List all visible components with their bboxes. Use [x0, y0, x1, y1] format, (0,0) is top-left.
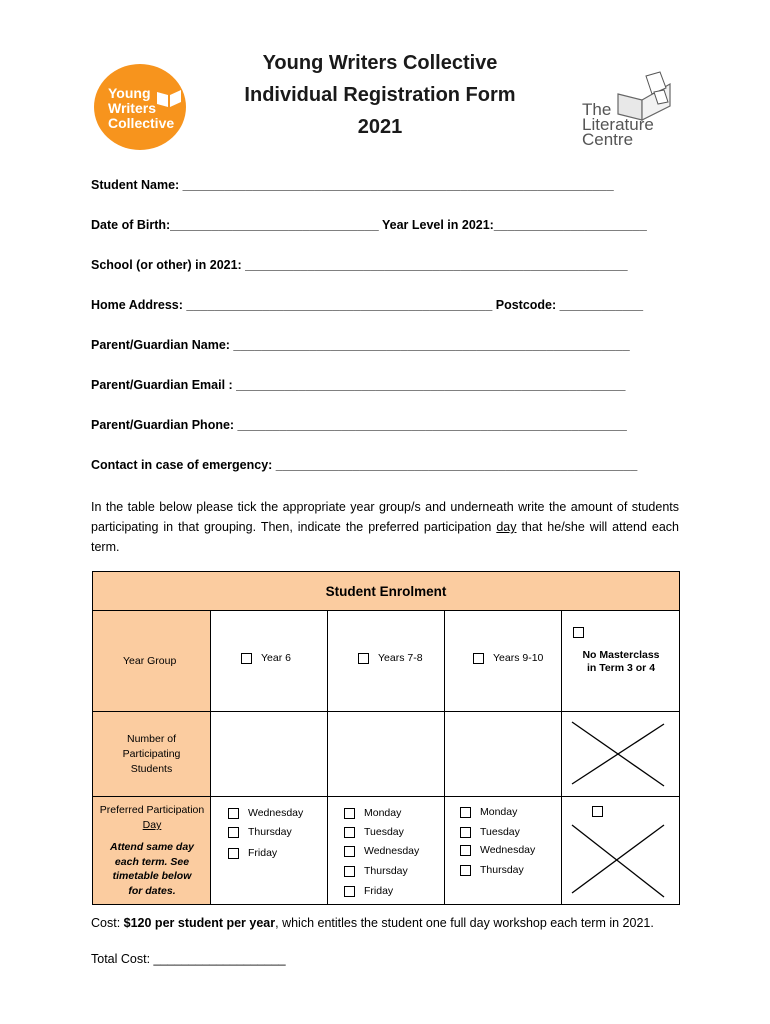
cross-mark	[568, 821, 668, 901]
day-label: Thursday	[364, 865, 408, 877]
year-group-label: Year Group	[93, 611, 211, 712]
preferred-label-text: Preferred Participation	[99, 804, 205, 816]
cost-prefix: Cost:	[91, 916, 124, 930]
form-title-line2: Individual Registration Form	[244, 84, 516, 106]
checkbox[interactable]	[228, 848, 239, 859]
logo-line: Writers	[108, 100, 156, 116]
years-7-8-cell	[328, 611, 445, 712]
years-7-8-label: Years 7-8	[378, 652, 423, 664]
day-label: Thursday	[480, 864, 524, 876]
year-6-label: Year 6	[261, 652, 291, 664]
year-6-days-cell	[211, 797, 328, 904]
no-masterclass-checkbox[interactable]	[573, 627, 584, 638]
day-option[interactable]	[344, 845, 419, 857]
checkbox[interactable]	[228, 827, 239, 838]
young-writers-logo	[94, 64, 186, 150]
form-title-year: 2021	[357, 116, 403, 138]
day-label: Wednesday	[480, 844, 536, 856]
day-option[interactable]	[344, 807, 401, 819]
day-label: Tuesday	[364, 826, 404, 838]
guardian-name-field[interactable]: Parent/Guardian Name: _________________________________________________________	[91, 338, 630, 352]
checkbox[interactable]	[344, 808, 355, 819]
day-option[interactable]	[228, 847, 277, 859]
day-label: Monday	[364, 807, 402, 819]
day-label: Wednesday	[248, 807, 304, 819]
day-label: Friday	[248, 847, 278, 859]
checkbox[interactable]	[358, 653, 369, 664]
emergency-contact-field[interactable]: Contact in case of emergency: ____________________________________________________	[91, 458, 638, 472]
years-9-10-option[interactable]	[473, 652, 543, 664]
logo-line: The	[582, 100, 612, 119]
number-students-label: Number of Participating Students	[93, 712, 211, 797]
checkbox[interactable]	[344, 866, 355, 877]
checkbox[interactable]	[460, 865, 471, 876]
cross-mark	[568, 718, 668, 790]
total-cost-field[interactable]: Total Cost: ___________________	[91, 952, 286, 966]
attend-note: Attend same day each term. See timetable below for dates.	[109, 841, 195, 897]
day-label: Wednesday	[364, 845, 420, 857]
logo-line: Centre	[582, 130, 634, 149]
instructions-text: In the table below please tick the appropriate year group/s and underneath write the amount of students participating in that grouping. Then, indicate the preferred participation	[91, 500, 679, 534]
years-7-8-days-cell	[328, 797, 445, 904]
checkbox[interactable]	[344, 886, 355, 897]
day-label: Tuesday	[480, 826, 520, 838]
guardian-email-field[interactable]: Parent/Guardian Email : ________________________________________________________	[91, 378, 626, 392]
logo-line: Collective	[108, 115, 175, 131]
day-label: Monday	[480, 806, 518, 818]
cost-amount: $120 per student per year	[123, 916, 276, 930]
cost-suffix: , which entitles the student one full day workshop each term in 2021.	[275, 916, 654, 930]
form-title-line1: Young Writers Collective	[262, 52, 498, 74]
crossed-out-day-cell	[562, 797, 679, 904]
crossed-out-cell	[562, 712, 679, 797]
checkbox[interactable]	[241, 653, 252, 664]
year-6-option[interactable]	[241, 652, 291, 664]
enrolment-table	[92, 571, 680, 905]
day-option[interactable]	[344, 885, 393, 897]
day-option[interactable]	[460, 864, 524, 876]
years-7-8-option[interactable]	[358, 652, 423, 664]
checkbox[interactable]	[344, 827, 355, 838]
years-7-8-count-input[interactable]	[328, 712, 445, 797]
day-option[interactable]	[228, 826, 292, 838]
guardian-phone-field[interactable]: Parent/Guardian Phone: ________________________________________________________	[91, 418, 627, 432]
logo-line: Literature	[582, 115, 654, 134]
day-option[interactable]	[228, 807, 303, 819]
instructions-day: day	[496, 520, 517, 534]
student-name-field[interactable]: Student Name: ______________________________________________________________	[91, 178, 614, 192]
year-6-cell	[211, 611, 328, 712]
preferred-day-word: Day	[142, 819, 162, 831]
cost-line	[91, 916, 654, 930]
years-9-10-label: Years 9-10	[493, 652, 544, 664]
day-option[interactable]	[344, 826, 404, 838]
instructions-text-end: that he/she will attend each term.	[91, 520, 679, 554]
years-9-10-days-cell	[445, 797, 562, 904]
literature-centre-logo	[582, 70, 682, 150]
no-masterclass-label: No Masterclass in Term 3 or 4	[582, 649, 660, 674]
year-6-count-input[interactable]	[211, 712, 328, 797]
checkbox[interactable]	[344, 846, 355, 857]
day-option[interactable]	[460, 806, 517, 818]
address-postcode-field[interactable]: Home Address: ____________________________________________ Postcode: ____________	[91, 298, 644, 312]
day-option[interactable]	[460, 826, 520, 838]
checkbox[interactable]	[460, 807, 471, 818]
school-field[interactable]: School (or other) in 2021: _______________________________________________________	[91, 258, 628, 272]
instructions-paragraph	[91, 497, 679, 557]
day-option[interactable]	[460, 844, 535, 856]
checkbox[interactable]	[460, 845, 471, 856]
checkbox[interactable]	[460, 827, 471, 838]
checkbox[interactable]	[473, 653, 484, 664]
checkbox[interactable]	[592, 806, 603, 817]
day-label: Friday	[364, 885, 394, 897]
years-9-10-cell	[445, 611, 562, 712]
open-book-icon	[156, 88, 182, 108]
preferred-day-label-cell	[93, 797, 211, 904]
years-9-10-count-input[interactable]	[445, 712, 562, 797]
table-title: Student Enrolment	[93, 572, 679, 611]
preferred-day-label	[93, 803, 211, 833]
day-label: Thursday	[248, 826, 292, 838]
logo-line: Young	[108, 85, 151, 101]
no-masterclass-cell	[562, 611, 679, 712]
checkbox[interactable]	[228, 808, 239, 819]
day-option[interactable]	[344, 865, 408, 877]
dob-year-level-field[interactable]: Date of Birth:______________________________ Year Level in 2021:______________________	[91, 218, 647, 232]
